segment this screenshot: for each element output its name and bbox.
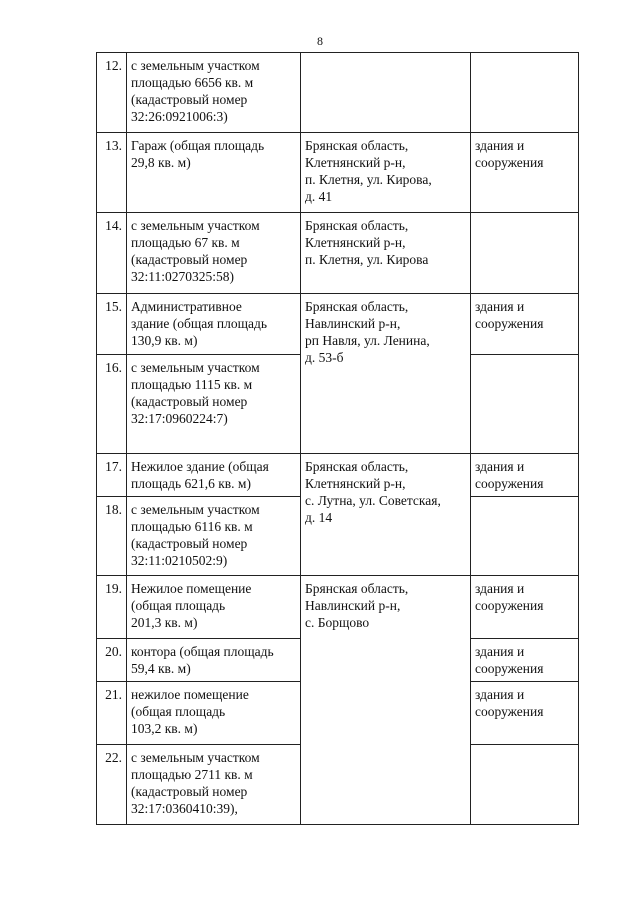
object-description: нежилое помещение (общая площадь 103,2 кв. м) xyxy=(127,682,301,745)
row-number: 12. xyxy=(97,53,127,133)
table-row xyxy=(97,53,579,133)
row-number: 22. xyxy=(97,745,127,825)
object-description: Гараж (общая площадь 29,8 кв. м) xyxy=(127,133,301,213)
object-type xyxy=(471,355,579,454)
object-address: Брянская область, Клетнянский р-н, с. Лутна, ул. Советская, д. 14 xyxy=(301,454,471,576)
object-type xyxy=(471,497,579,576)
object-type: здания и сооружения xyxy=(471,639,579,682)
object-description: Нежилое помещение (общая площадь 201,3 кв. м) xyxy=(127,576,301,639)
page-number: 8 xyxy=(317,34,323,48)
table-row xyxy=(97,576,579,639)
object-description: с земельным участком площадью 6656 кв. м (кадастровый номер 32:26:0921006:3) xyxy=(127,53,301,133)
row-number: 13. xyxy=(97,133,127,213)
row-number: 16. xyxy=(97,355,127,454)
object-description: Административное здание (общая площадь 130,9 кв. м) xyxy=(127,294,301,355)
object-type xyxy=(471,53,579,133)
row-number: 15. xyxy=(97,294,127,355)
object-address: Брянская область, Навлинский р-н, рп Навля, ул. Ленина, д. 53-б xyxy=(301,294,471,454)
object-type: здания и сооружения xyxy=(471,682,579,745)
object-address: Брянская область, Клетнянский р-н, п. Клетня, ул. Кирова, д. 41 xyxy=(301,133,471,213)
object-description: с земельным участком площадью 2711 кв. м (кадастровый номер 32:17:0360410:39), xyxy=(127,745,301,825)
object-description: с земельным участком площадью 6116 кв. м (кадастровый номер 32:11:0210502:9) xyxy=(127,497,301,576)
row-number: 21. xyxy=(97,682,127,745)
row-number: 14. xyxy=(97,213,127,294)
object-type: здания и сооружения xyxy=(471,576,579,639)
row-number: 19. xyxy=(97,576,127,639)
object-type xyxy=(471,213,579,294)
object-type xyxy=(471,745,579,825)
row-number: 17. xyxy=(97,454,127,497)
object-address xyxy=(301,53,471,133)
row-number: 18. xyxy=(97,497,127,576)
object-description: с земельным участком площадью 1115 кв. м (кадастровый номер 32:17:0960224:7) xyxy=(127,355,301,454)
table-row xyxy=(97,454,579,497)
object-description: с земельным участком площадью 67 кв. м (кадастровый номер 32:11:0270325:58) xyxy=(127,213,301,294)
property-table xyxy=(96,52,579,825)
object-type: здания и сооружения xyxy=(471,133,579,213)
object-address: Брянская область, Клетнянский р-н, п. Клетня, ул. Кирова xyxy=(301,213,471,294)
object-description: Нежилое здание (общая площадь 621,6 кв. м) xyxy=(127,454,301,497)
table-row xyxy=(97,294,579,355)
object-description: контора (общая площадь 59,4 кв. м) xyxy=(127,639,301,682)
table-row xyxy=(97,133,579,213)
object-address: Брянская область, Навлинский р-н, с. Борщово xyxy=(301,576,471,825)
object-type: здания и сооружения xyxy=(471,294,579,355)
table-row xyxy=(97,213,579,294)
row-number: 20. xyxy=(97,639,127,682)
object-type: здания и сооружения xyxy=(471,454,579,497)
